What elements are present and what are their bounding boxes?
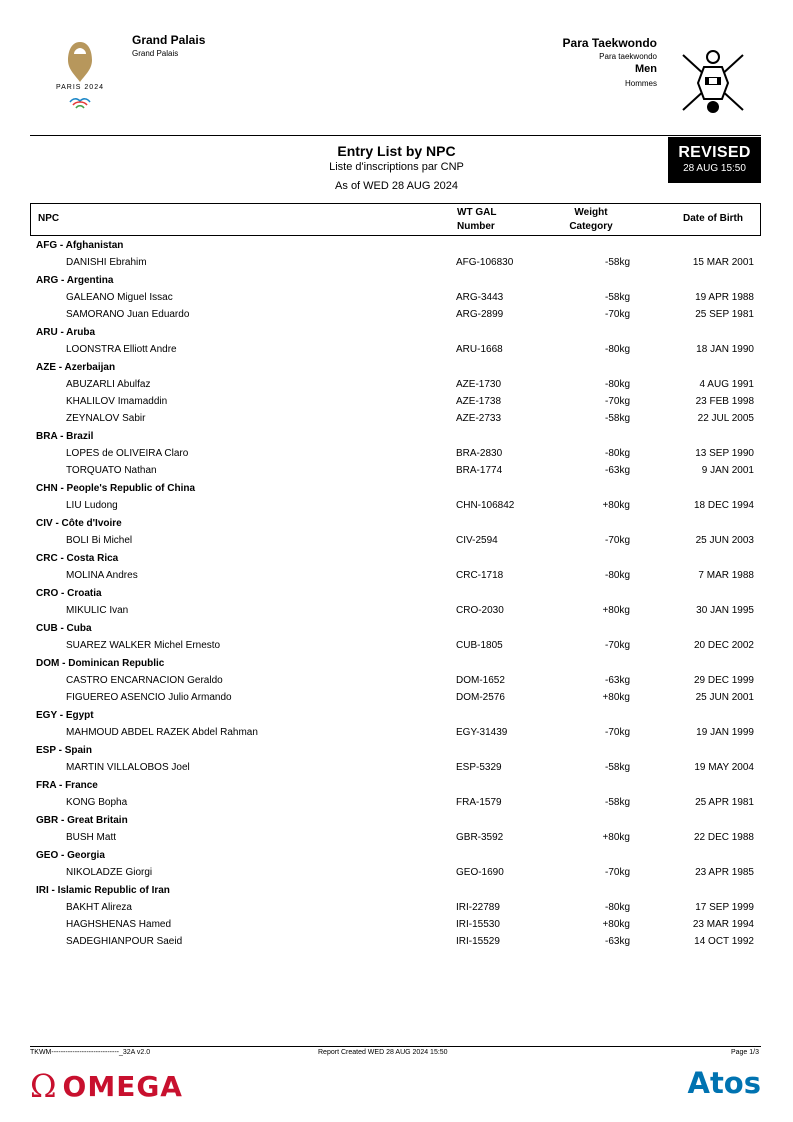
date-of-birth: 18 DEC 1994 (693, 500, 754, 511)
athlete-row (30, 899, 761, 916)
country-heading: EGY - Egypt (36, 710, 94, 721)
wt-gal-number: ARU-1668 (456, 344, 503, 355)
wt-gal-number: EGY-31439 (456, 727, 508, 738)
country-heading: DOM - Dominican Republic (36, 658, 165, 669)
wt-gal-number: IRI-15530 (456, 919, 500, 930)
wt-gal-number: GEO-1690 (456, 867, 504, 878)
date-of-birth: 23 APR 1985 (695, 867, 754, 878)
athlete-name: MIKULIC Ivan (66, 605, 129, 616)
athlete-name: CASTRO ENCARNACION Geraldo (66, 675, 223, 686)
weight-category: +80kg (602, 919, 630, 930)
status-label: REVISED (678, 144, 751, 161)
wt-gal-number: DOM-2576 (456, 692, 505, 703)
weight-category: -80kg (604, 902, 630, 913)
status-timestamp: 28 AUG 15:50 (683, 163, 746, 174)
country-group (30, 550, 761, 584)
column-weight-category (551, 206, 631, 234)
weight-category: -58kg (604, 292, 630, 303)
weight-category: -80kg (604, 344, 630, 355)
country-heading: CIV - Côte d'Ivoire (36, 518, 122, 529)
wt-gal-number: CRC-1718 (456, 570, 504, 581)
country-group (30, 655, 761, 706)
country-heading: FRA - France (36, 780, 98, 791)
wt-gal-number: CRO-2030 (456, 605, 504, 616)
status-badge (668, 137, 761, 183)
athlete-name: SUAREZ WALKER Michel Ernesto (66, 640, 221, 651)
athlete-name: HAGHSHENAS Hamed (66, 919, 172, 930)
date-of-birth: 9 JAN 2001 (701, 465, 754, 476)
footer-divider (30, 1046, 761, 1047)
weight-category: -70kg (604, 535, 630, 546)
weight-category: -58kg (604, 762, 630, 773)
athlete-row (30, 637, 761, 654)
date-of-birth: 19 JAN 1999 (696, 727, 754, 738)
report-code: TKWM-----------------------------_32A v2.0 (30, 1049, 151, 1056)
athlete-name: TORQUATO Nathan (66, 465, 157, 476)
athlete-name: ABUZARLI Abulfaz (66, 379, 151, 390)
wt-gal-number: GBR-3592 (456, 832, 504, 843)
weight-category: -58kg (604, 257, 630, 268)
athlete-name: ZEYNALOV Sabir (66, 413, 146, 424)
athlete-row (30, 916, 761, 933)
omega-logo (30, 1068, 183, 1104)
country-group (30, 480, 761, 514)
date-of-birth: 25 JUN 2003 (695, 535, 754, 546)
athlete-name: BAKHT Alireza (66, 902, 132, 913)
weight-category: -80kg (604, 448, 630, 459)
gender-fr: Hommes (624, 79, 657, 88)
athlete-row (30, 254, 761, 271)
country-group (30, 585, 761, 619)
paris-logo-text: PARIS 2024 (55, 84, 104, 91)
wt-gal-number: AFG-106830 (456, 257, 514, 268)
athlete-row (30, 724, 761, 741)
date-of-birth: 18 JAN 1990 (696, 344, 754, 355)
date-of-birth: 25 APR 1981 (695, 797, 754, 808)
athlete-row (30, 410, 761, 427)
athlete-row (30, 933, 761, 950)
date-of-birth: 23 MAR 1994 (692, 919, 754, 930)
athlete-row (30, 445, 761, 462)
country-heading: ARG - Argentina (36, 275, 114, 286)
weight-category: -70kg (604, 640, 630, 651)
date-of-birth: 29 DEC 1999 (693, 675, 754, 686)
athlete-row (30, 462, 761, 479)
omega-wordmark: OMEGA (62, 1069, 183, 1103)
venue-name: Grand Palais (132, 33, 206, 47)
date-of-birth: 4 AUG 1991 (699, 379, 754, 390)
athlete-name: KHALILOV Imamaddin (66, 396, 168, 407)
column-weight-line2: Category (569, 221, 613, 232)
country-group (30, 359, 761, 427)
table-header (30, 203, 761, 236)
date-of-birth: 22 DEC 1988 (693, 832, 754, 843)
sport-name: Para Taekwondo (562, 36, 657, 50)
header-divider (30, 135, 761, 136)
athlete-row (30, 497, 761, 514)
column-npc: NPC (38, 213, 60, 224)
weight-category: -63kg (604, 936, 630, 947)
country-group (30, 707, 761, 741)
date-of-birth: 20 DEC 2002 (693, 640, 754, 651)
country-heading: GBR - Great Britain (36, 815, 128, 826)
country-group (30, 847, 761, 881)
paris-2024-logo-icon (40, 30, 120, 110)
wt-gal-number: CHN-106842 (456, 500, 515, 511)
sport-block (563, 36, 657, 88)
country-heading: GEO - Georgia (36, 850, 105, 861)
wt-gal-number: BRA-2830 (456, 448, 503, 459)
weight-category: -63kg (604, 675, 630, 686)
entry-list (30, 236, 761, 950)
page-header (0, 0, 793, 135)
athlete-name: SADEGHIANPOUR Saeid (66, 936, 183, 947)
weight-category: -70kg (604, 309, 630, 320)
athlete-row (30, 306, 761, 323)
atos-logo: Atos (687, 1066, 761, 1100)
wt-gal-number: ESP-5329 (456, 762, 502, 773)
athlete-row (30, 289, 761, 306)
omega-glyph-icon: Ω (30, 1067, 57, 1105)
athlete-row (30, 829, 761, 846)
wt-gal-number: AZE-1738 (456, 396, 502, 407)
weight-category: -80kg (604, 379, 630, 390)
column-wt-line2: Number (457, 221, 495, 232)
weight-category: -70kg (604, 396, 630, 407)
athlete-row (30, 794, 761, 811)
date-of-birth: 7 MAR 1988 (698, 570, 754, 581)
page-subtitle: Liste d'inscriptions par CNP (329, 161, 464, 173)
athlete-name: DANISHI Ebrahim (66, 257, 147, 268)
weight-category: +80kg (602, 832, 630, 843)
wt-gal-number: FRA-1579 (456, 797, 502, 808)
athlete-name: NIKOLADZE Giorgi (66, 867, 153, 878)
gender: Men (635, 63, 657, 75)
country-group (30, 237, 761, 271)
date-of-birth: 14 OCT 1992 (694, 936, 754, 947)
athlete-name: BOLI Bi Michel (66, 535, 133, 546)
wt-gal-number: IRI-15529 (456, 936, 500, 947)
date-of-birth: 25 JUN 2001 (695, 692, 754, 703)
column-wt-line1: WT GAL (457, 207, 497, 218)
wt-gal-number: DOM-1652 (456, 675, 505, 686)
athlete-row (30, 689, 761, 706)
wt-gal-number: CIV-2594 (456, 535, 498, 546)
weight-category: -70kg (604, 727, 630, 738)
date-of-birth: 19 APR 1988 (695, 292, 754, 303)
weight-category: -63kg (604, 465, 630, 476)
date-of-birth: 19 MAY 2004 (694, 762, 754, 773)
report-created: Report Created WED 28 AUG 2024 15:50 (318, 1049, 448, 1056)
country-heading: ESP - Spain (36, 745, 92, 756)
athlete-row (30, 759, 761, 776)
page-number: Page 1/3 (730, 1049, 759, 1056)
country-heading: ARU - Aruba (36, 327, 96, 338)
weight-category: -58kg (604, 413, 630, 424)
wt-gal-number: BRA-1774 (456, 465, 503, 476)
athlete-name: GALEANO Miguel Issac (66, 292, 173, 303)
country-heading: AZE - Azerbaijan (36, 362, 116, 373)
para-taekwondo-pictogram-icon (678, 45, 748, 115)
column-date-of-birth: Date of Birth (683, 213, 743, 224)
wt-gal-number: ARG-2899 (456, 309, 504, 320)
page-title: Entry List by NPC (337, 143, 456, 159)
country-group (30, 777, 761, 811)
athlete-row (30, 602, 761, 619)
wt-gal-number: AZE-1730 (456, 379, 502, 390)
athlete-name: FIGUEREO ASENCIO Julio Armando (66, 692, 232, 703)
weight-category: -70kg (604, 867, 630, 878)
country-group (30, 272, 761, 323)
weight-category: +80kg (602, 500, 630, 511)
athlete-name: LIU Ludong (66, 500, 118, 511)
athlete-name: MARTIN VILLALOBOS Joel (66, 762, 190, 773)
country-group (30, 812, 761, 846)
athlete-name: BUSH Matt (66, 832, 117, 843)
sport-name-fr: Para taekwondo (599, 52, 657, 61)
country-heading: CRC - Costa Rica (36, 553, 119, 564)
athlete-row (30, 672, 761, 689)
athlete-name: SAMORANO Juan Eduardo (66, 309, 190, 320)
athlete-row (30, 567, 761, 584)
country-heading: AFG - Afghanistan (36, 240, 124, 251)
athlete-name: KONG Bopha (66, 797, 128, 808)
date-of-birth: 25 SEP 1981 (695, 309, 754, 320)
athlete-row (30, 393, 761, 410)
country-group (30, 882, 761, 950)
country-group (30, 620, 761, 654)
athlete-row (30, 532, 761, 549)
date-of-birth: 15 MAR 2001 (692, 257, 754, 268)
weight-category: -58kg (604, 797, 630, 808)
country-heading: IRI - Islamic Republic of Iran (36, 885, 170, 896)
date-of-birth: 30 JAN 1995 (696, 605, 754, 616)
wt-gal-number: CUB-1805 (456, 640, 503, 651)
as-of-date: As of WED 28 AUG 2024 (335, 180, 458, 192)
athlete-name: MAHMOUD ABDEL RAZEK Abdel Rahman (66, 727, 258, 738)
weight-category: +80kg (602, 692, 630, 703)
venue-block (132, 33, 205, 58)
country-group (30, 324, 761, 358)
date-of-birth: 23 FEB 1998 (695, 396, 754, 407)
country-group (30, 428, 761, 479)
column-weight-line1: Weight (574, 207, 608, 218)
athlete-row (30, 341, 761, 358)
country-heading: CUB - Cuba (36, 623, 92, 634)
athlete-name: MOLINA Andres (66, 570, 138, 581)
athlete-row (30, 864, 761, 881)
country-heading: CHN - People's Republic of China (36, 483, 196, 494)
weight-category: -80kg (604, 570, 630, 581)
date-of-birth: 13 SEP 1990 (695, 448, 754, 459)
country-group (30, 515, 761, 549)
country-heading: BRA - Brazil (36, 431, 94, 442)
athlete-name: LOPES de OLIVEIRA Claro (66, 448, 189, 459)
wt-gal-number: IRI-22789 (456, 902, 500, 913)
country-heading: CRO - Croatia (36, 588, 102, 599)
wt-gal-number: ARG-3443 (456, 292, 504, 303)
athlete-name: LOONSTRA Elliott Andre (66, 344, 177, 355)
wt-gal-number: AZE-2733 (456, 413, 502, 424)
date-of-birth: 17 SEP 1999 (695, 902, 754, 913)
athlete-row (30, 376, 761, 393)
country-group (30, 742, 761, 776)
weight-category: +80kg (602, 605, 630, 616)
date-of-birth: 22 JUL 2005 (697, 413, 754, 424)
venue-name-fr: Grand Palais (132, 49, 179, 58)
column-wt-gal-number (457, 206, 496, 234)
